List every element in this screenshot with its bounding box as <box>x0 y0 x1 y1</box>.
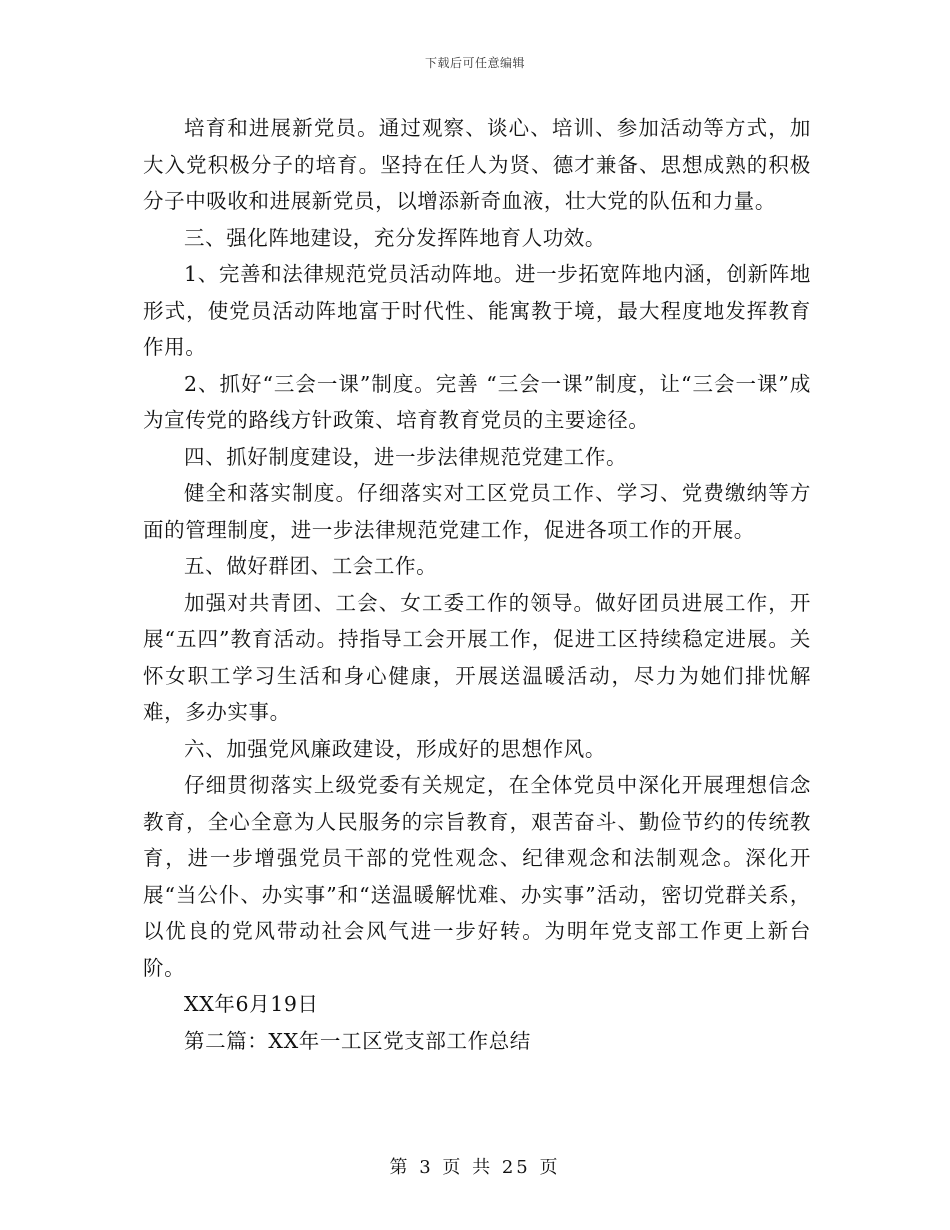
paragraph-union: 加强对共青团、工会、女工委工作的领导。做好团员进展工作，开展“五四”教育活动。持指导工会开展工作，促进工区持续稳定进展。关怀女职工学习生活和身心健康，开展送温暖活动，尽力为她们排忧解难，多办实事。 <box>143 590 811 724</box>
paragraph-integrity: 仔细贯彻落实上级党委有关规定，在全体党员中深化开展理想信念教育，全心全意为人民服务的宗旨教育，艰苦奋斗、勤俭节约的传统教育，进一步增强党员干部的党性观念、纪律观念和法制观念。深化开展“当公仆、办实事”和“送温暖解忧难、办实事”活动，密切党群关系，以优良的党风带动社会风气进一步好转。为明年党支部工作更上新台阶。 <box>143 773 811 980</box>
section-heading-4: 四、抓好制度建设，进一步法律规范党建工作。 <box>184 444 628 469</box>
section-heading-3: 三、强化阵地建设，充分发挥阵地育人功效。 <box>184 225 606 250</box>
section-heading-5: 五、做好群团、工会工作。 <box>184 554 438 578</box>
document-date: XX年6月19日 <box>184 992 319 1016</box>
paragraph-item-2: 2、抓好“三会一课”制度。完善 “三会一课”制度，让“三会一课”成为宣传党的路线方针政策、培育教育党员的主要途径。 <box>143 371 811 432</box>
document-body <box>143 110 811 1059</box>
page-header: 下载后可任意编辑 <box>424 56 525 70</box>
paragraph-system: 健全和落实制度。仔细落实对工区党员工作、学习、党费缴纳等方面的管理制度，进一步法律规范党建工作，促进各项工作的开展。 <box>143 481 811 542</box>
section-heading-6: 六、加强党风廉政建设，形成好的思想作风。 <box>184 736 606 761</box>
next-article-title: 第二篇：XX年一工区党支部工作总结 <box>184 1028 531 1053</box>
paragraph-new-members: 培育和进展新党员。通过观察、谈心、培训、参加活动等方式，加大入党积极分子的培育。坚持在任人为贤、德才兼备、思想成熟的积极分子中吸收和进展新党员，以增添新奇血液，壮大党的队伍和力量。 <box>143 116 811 213</box>
page-number: 第 3 页 共 25 页 <box>389 1157 561 1178</box>
paragraph-item-1: 1、完善和法律规范党员活动阵地。进一步拓宽阵地内涵，创新阵地形式，使党员活动阵地富于时代性、能寓教于境，最大程度地发挥教育作用。 <box>143 262 811 359</box>
